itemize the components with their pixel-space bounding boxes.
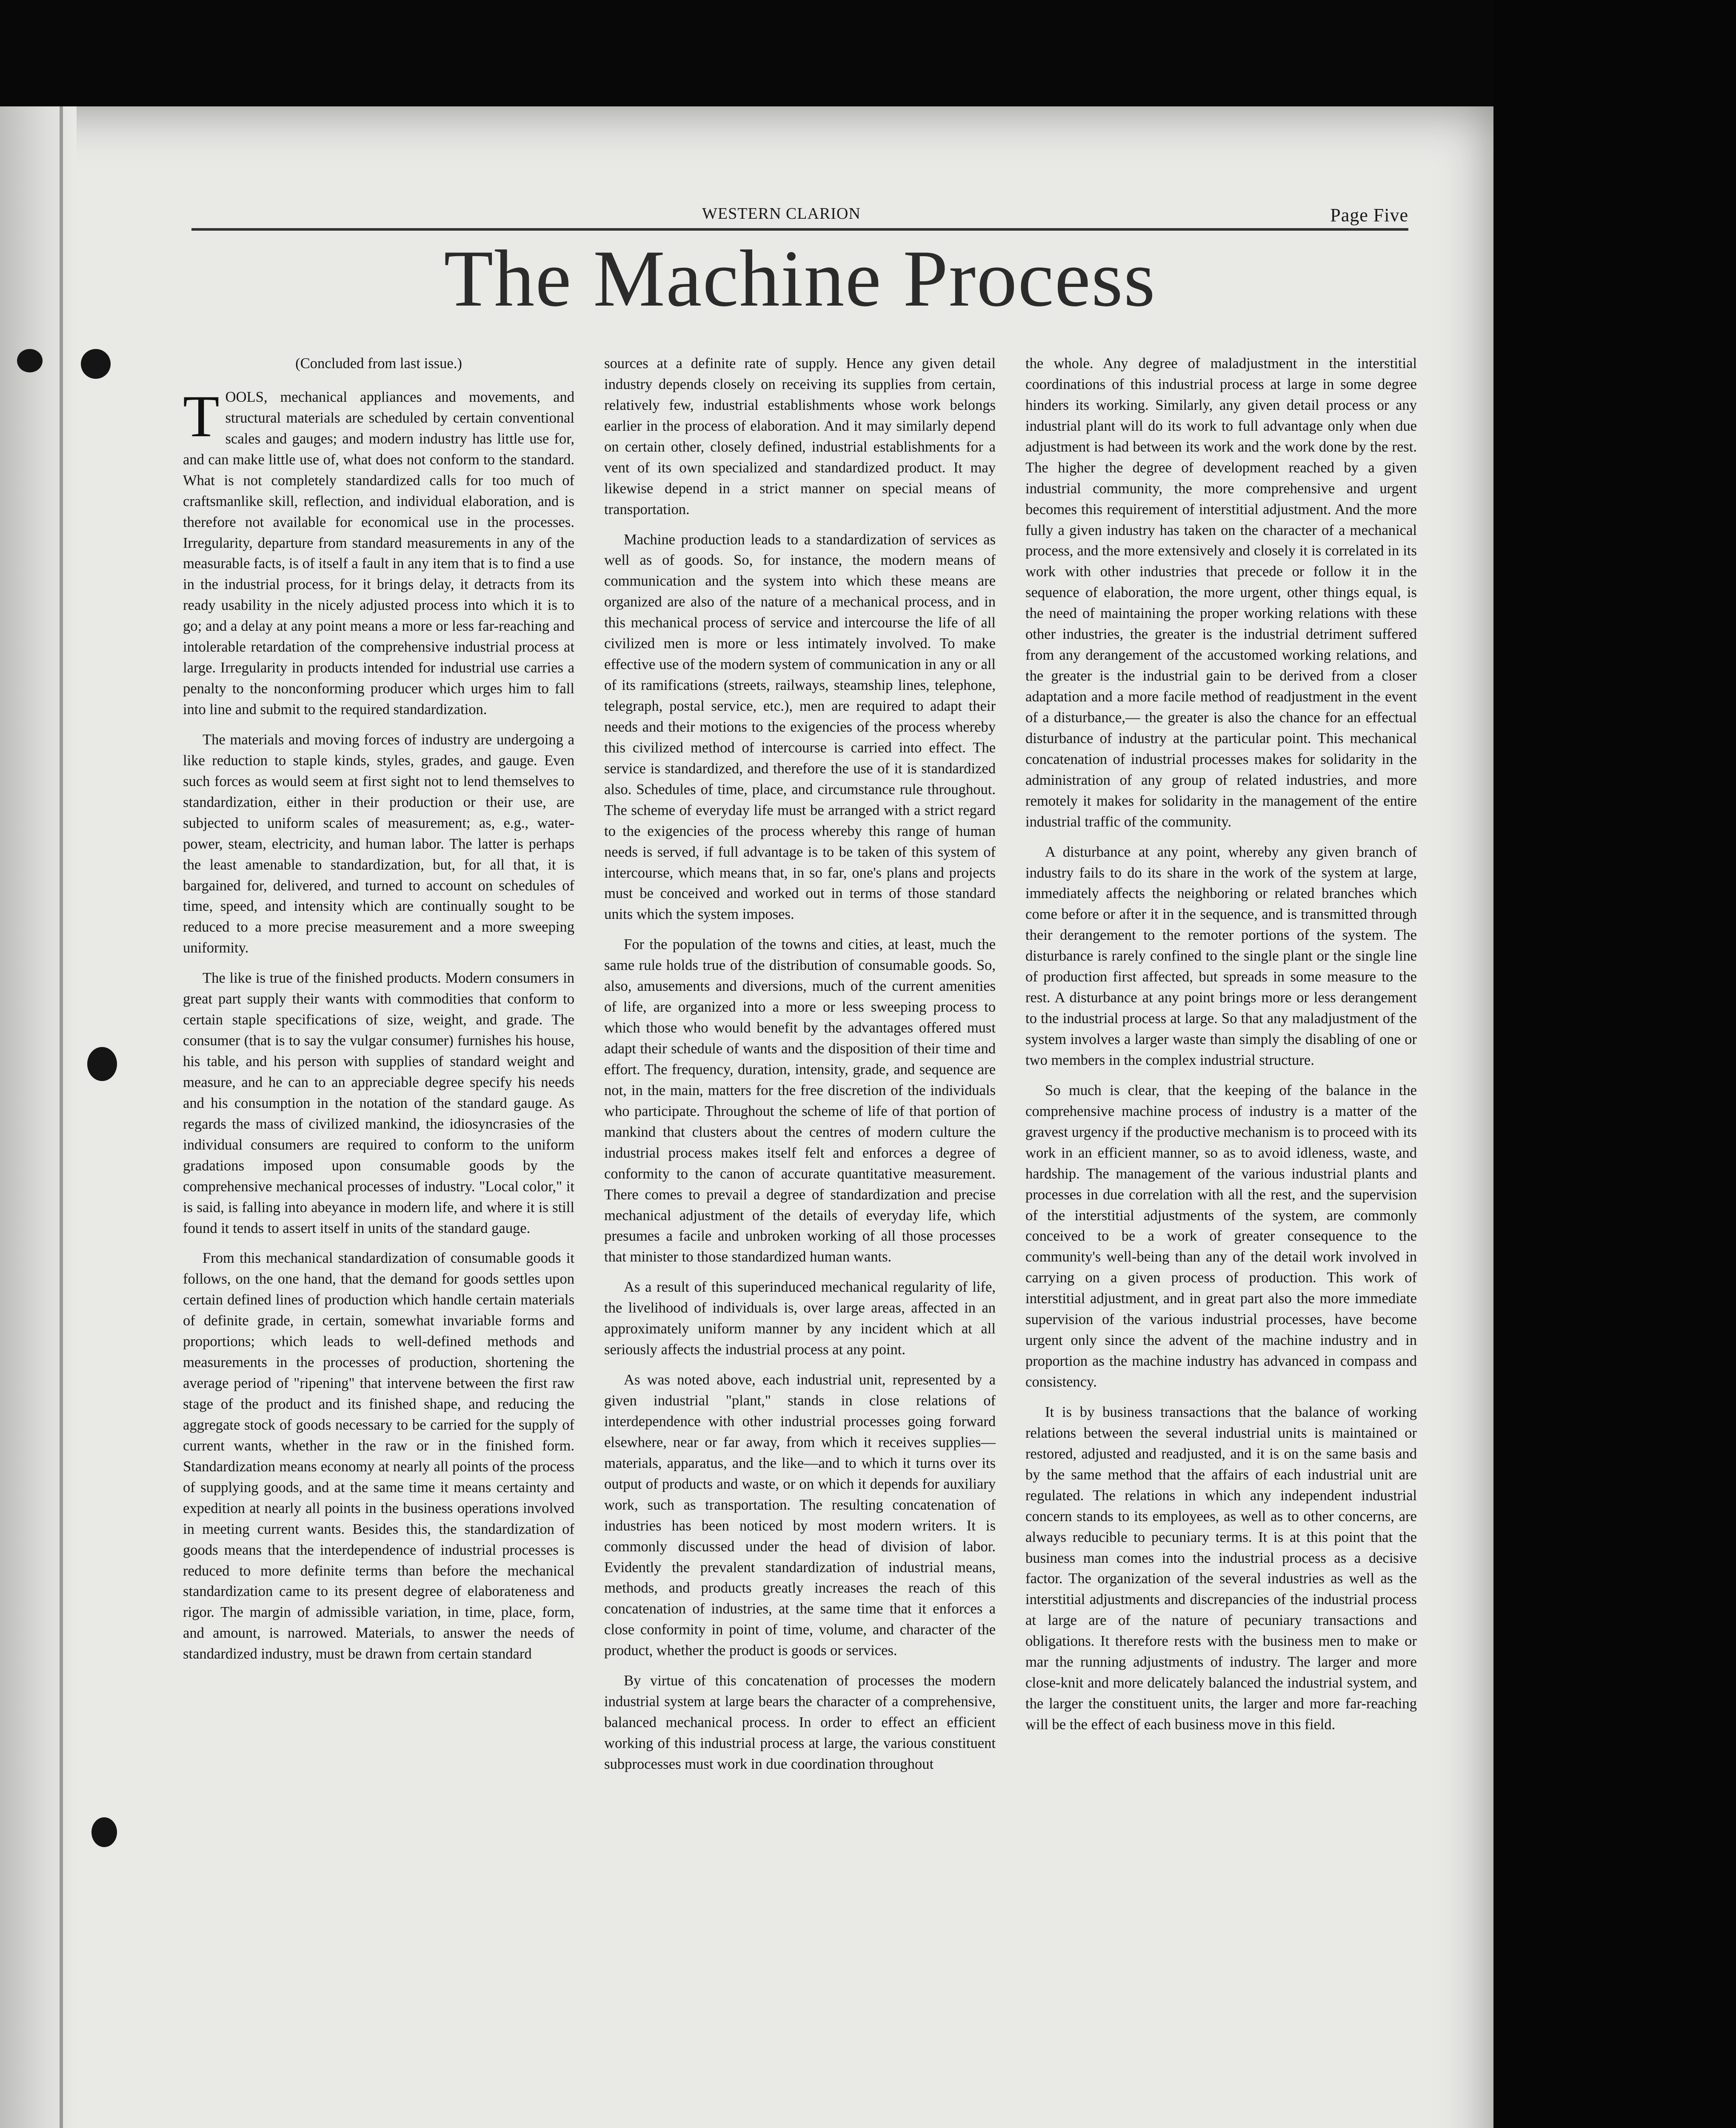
paragraph: As a result of this superinduced mechanical regularity of life, the livelihood of individuals is, over large areas, affected in an approximately uniform manner by any incident which at all seriously affects the industrial process at any point.	[604, 1279, 996, 1358]
page-number: Page Five	[1330, 205, 1408, 226]
paragraph: So much is clear, that the keeping of the balance in the comprehensive machine process of industry is a matter of the gravest urgency if the productive mechanism is to proceed with its work in an efficient manner, so as to avoid idleness, waste, and hardship. The management of the various industrial plants and processes in due correlation with all the rest, and the supervision of the interstitial adjustments of the system, are commonly conceived to be a work of greater consequence to the community's well-being than any of the detail work involved in carrying on a given process of production. This work of interstitial adjustment, and in great part also the more immediate supervision of the various industrial processes, have become urgent only since the advent of the machine industry and in proportion as the machine industry has advanced in compass and consistency.	[1025, 1082, 1417, 1390]
article-title: The Machine Process	[444, 234, 1156, 323]
scan-right-border	[1493, 0, 1736, 2128]
paragraph: the whole. Any degree of maladjustment in the interstitial coordinations of this industrial process at large in some degree hinders its working. Similarly, any given detail process or any industrial plant will do its work to full advantage only when due adjustment is had between its work and the work done by the rest. The higher the degree of development reached by a given industrial community, the more comprehensive and urgent becomes this requirement of interstitial adjustment. And the more fully a given industry has taken on the character of a mechanical process, and the more extensively and closely it is correlated in its work with other industries that precede or follow it in the sequence of elaboration, the more urgent, other things equal, is the need of maintaining the proper working relations with these other industries, the greater is the industrial detriment suffered from any derangement of the accustomed working relations, and the greater is the industrial gain to be derived from a closer adaptation and a more facile method of readjustment in the event of a disturbance,— the greater is also the chance for an effectual disturbance of industry at the particular point. This mechanical concatenation of industrial processes makes for solidarity in the administration of any group of related industries, and more remotely it makes for solidarity in the management of the entire industrial traffic of the community.	[1025, 355, 1417, 830]
page-left-edge	[0, 106, 77, 2128]
paragraph: sources at a definite rate of supply. Hence any given detail industry depends closely on receiving its supplies from certain, relatively few, industrial establishments whose work belongs earlier in the process of elaboration. And it may similarly depend on certain other, closely defined, industrial establishments for a vent of its own specialized and standardized product. It may likewise depend in a strict manner on special means of transportation.	[604, 355, 996, 518]
paragraph: By virtue of this concatenation of processes the modern industrial system at large bears the character of a comprehensive, balanced mechanical process. In order to effect an efficient working of this industrial process at large, the various constituent subprocesses must work in due coordination throughout	[604, 1673, 996, 1772]
paragraph: The materials and moving forces of industry are undergoing a like reduction to staple kinds, styles, grades, and gauge. Even such forces as would seem at first sight not to lend themselves to standardization, either in their production or their use, are subjected to uniform scales of measurement; as, e.g., water-power, steam, electricity, and human labor. The latter is perhaps the least amenable to standardization, but, for all that, it is bargained for, delivered, and turned to account on schedules of time, speed, and intensity which are continually sought to be reduced to a more precise measurement and a more sweeping uniformity.	[183, 731, 574, 956]
continuation-note: (Concluded from last issue.)	[295, 355, 462, 372]
column-2	[604, 353, 996, 2081]
paragraph: As was noted above, each industrial unit, represented by a given industrial "plant," stands in close relations of interdependence with other industrial processes going forward elsewhere, near or far away, from which it receives supplies—materials, apparatus, and the like—and to which it turns over its output of products and waste, or on which it depends for auxiliary work, such as transportation. The resulting concatenation of industries has been noticed by most modern writers. It is commonly discussed under the head of division of labor. Evidently the prevalent standardization of industrial means, methods, and products greatly increases the reach of this concatenation of industries, at the same time that it enforces a close conformity in point of time, volume, and character of the product, whether the product is goods or services.	[604, 1372, 996, 1659]
publication-name: WESTERN CLARION	[702, 205, 861, 223]
ink-blot	[81, 349, 111, 379]
paragraph: From this mechanical standardization of consumable goods it follows, on the one hand, that the demand for goods settles upon certain defined lines of production which handle certain materials of definite grade, in certain, somewhat invariable forms and proportions; which leads to well-defined methods and measurements in the processes of production, shortening the average period of "ripening" that intervene between the first raw stage of the product and its finished shape, and reducing the aggregate stock of goods necessary to be carried for the supply of current wants, whether in the raw or in the finished form. Standardization means economy at nearly all points of the process of supplying goods, and at the same time it means certainty and expedition at nearly all points in the business operations involved in meeting current wants. Besides this, the standardization of goods means that the interdependence of industrial processes is reduced to more definite terms than before the mechanical standardization came to its present degree of elaborateness and rigor. The margin of admissible variation, in time, place, form, and amount, is narrowed. Materials, to answer the needs of standardized industry, must be drawn from certain standard	[183, 1250, 574, 1662]
ink-blot	[87, 1047, 117, 1081]
scan-top-border	[0, 0, 1736, 106]
column-1	[183, 353, 574, 2081]
column-3	[1025, 353, 1417, 2081]
paragraph: A disturbance at any point, whereby any given branch of industry fails to do its share in the work of the system at large, immediately affects the neighboring or related branches which come before or after it in the sequence, and is transmitted through their derangement to the remoter portions of the system. The disturbance is rarely confined to the single plant or the single line of production first affected, but spreads in some measure to the rest. A disturbance at any point brings more or less derangement to the industrial process at large. So that any maladjustment of the system involves a larger waste than simply the disabling of one or two members in the complex industrial structure.	[1025, 844, 1417, 1068]
paragraph	[183, 383, 574, 720]
paragraph: For the population of the towns and cities, at least, much the same rule holds true of the distribution of consumable goods. So, also, amusements and diversions, much of the current amenities of life, are organized into a more or less sweeping process to which those who would benefit by the advantages offered must adapt their schedule of wants and the disposition of their time and effort. The frequency, duration, intensity, grade, and sequence are not, in the main, matters for the free discretion of the individuals who participate. Throughout the scheme of life of that portion of mankind that clusters about the centres of modern culture the industrial process makes itself felt and enforces a degree of conformity to the canon of accurate quantitative measurement. There comes to prevail a degree of standardization and precise mechanical adjustment of the details of everyday life, which presumes a facile and unbroken working of all those processes that minister to those standardized human wants.	[604, 936, 996, 1265]
ink-blot	[17, 349, 43, 372]
article-body	[183, 353, 1417, 2081]
paragraph: Machine production leads to a standardization of services as well as of goods. So, for instance, the modern means of communication and the system into which these means are organized are also of the nature of a mechanical process, and in this mechanical process of service and intercourse the life of all civilized men is more or less intimately involved. To make effective use of the modern system of communication in any or all of its ramifications (streets, railways, steamship lines, telephone, telegraph, postal service, etc.), men are required to adapt their needs and their motions to the exigencies of the process whereby this civilized method of intercourse is carried into effect. The service is standardized, and therefore the use of it is standardized also. Schedules of time, place, and circumstance rule throughout. The scheme of everyday life must be arranged with a strict regard to the exigencies of the process whereby this range of human needs is served, if full advantage is to be taken of this system of intercourse, which means that, in so far, one's plans and projects must be conceived and worked out in terms of those standard units which the system imposes.	[604, 531, 996, 923]
page-header	[191, 204, 1408, 230]
header-rule-left	[191, 228, 1106, 231]
drop-cap: T	[183, 383, 220, 449]
page-fold-line	[60, 106, 63, 2128]
header-rule-right	[991, 228, 1408, 231]
paragraph: The like is true of the finished products. Modern consumers in great part supply their wants with commodities that conform to certain staple specifications of size, weight, and grade. The consumer (that is to say the vulgar consumer) furnishes his house, his table, and his person with supplies of standard weight and measure, and he can to an appreciable degree specify his needs and his consumption in the notation of the standard gauge. As regards the mass of civilized mankind, the idiosyncrasies of the individual consumers are required to conform to the uniform gradations imposed upon consumable goods by the comprehensive mechanical processes of industry. "Local color," it is said, is falling into abeyance in modern life, and where it is still found it tends to assert itself in units of the standard gauge.	[183, 970, 574, 1236]
paragraph-text: OOLS, mechanical appliances and movements, and structural materials are scheduled by certain conventional scales and gauges; and modern industry has little use for, and can make little use of, what does not conform to the standard. What is not completely standardized calls for too much of craftsmanlike skill, reflection, and individual elaboration, and is therefore not available for economical use in the processes. Irregularity, departure from standard measurements in any of the measurable facts, is of itself a fault in any item that is to find a use in the industrial process, for it brings delay, it detracts from its ready usability in the nicely adjusted process into which it is to go; and a delay at any point means a more or less far-reaching and intolerable retardation of the comprehensive industrial process at large. Irregularity in products intended for industrial use carries a penalty to the nonconforming producer which urges him to fall into line and submit to the required standardization.	[183, 389, 574, 718]
paragraph: It is by business transactions that the balance of working relations between the several industrial units is maintained or restored, adjusted and readjusted, and it is on the same basis and by the same method that the affairs of each industrial unit are regulated. The relations in which any independent industrial concern stands to its employees, as well as to other concerns, are always reducible to pecuniary terms. It is at this point that the business man comes into the industrial process as a decisive factor. The organization of the several industries as well as the interstitial adjustments and discrepancies of the industrial process at large are of the nature of pecuniary transactions and obligations. It therefore rests with the business men to make or mar the running adjustments of industry. The larger and more close-knit and more delicately balanced the industrial system, and the larger the constituent units, the larger and more far-reaching will be the effect of each business move in this field.	[1025, 1404, 1417, 1733]
ink-blot	[91, 1817, 117, 1847]
